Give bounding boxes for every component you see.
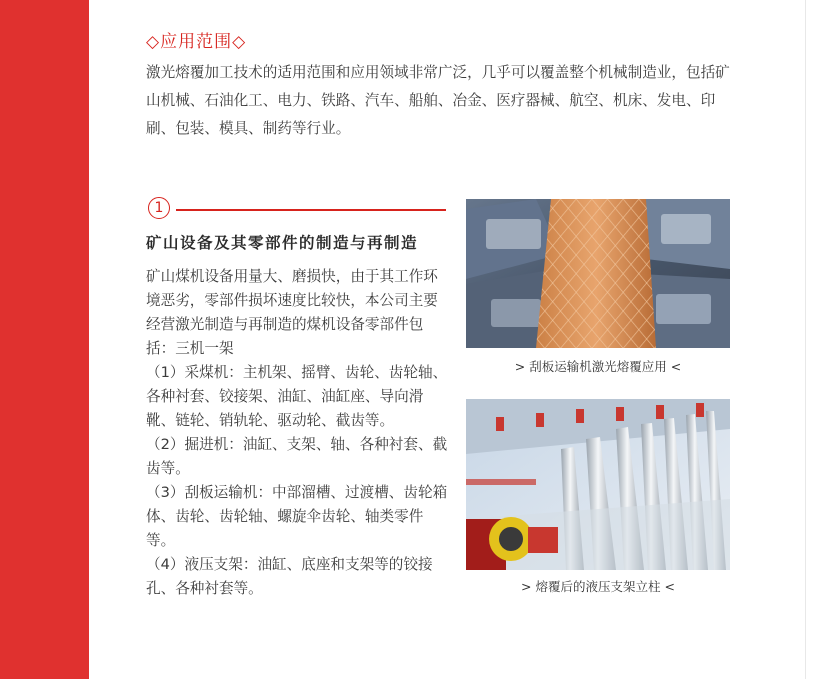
item-body (146, 265, 452, 601)
section-title: ◇应用范围◇ (146, 32, 247, 52)
page-edge (805, 0, 806, 679)
item-number-badge: 1 (148, 197, 170, 219)
hydraulic-support-photo (466, 399, 730, 570)
list-item: （4）液压支架：油缸、底座和支架等的铰接孔、各种衬套等。 (146, 556, 433, 597)
scraper-conveyor-photo (466, 199, 730, 348)
section-intro: 激光熔覆加工技术的适用范围和应用领域非常广泛，几乎可以覆盖整个机械制造业，包括矿山机械、石油化工、电力、铁路、汽车、船舶、冶金、医疗器械、航空、机床、发电、印刷、包装、模具、制药等行业。 (146, 64, 730, 137)
item-intro-paragraph: 矿山煤机设备用量大、磨损快，由于其工作环境恶劣，零部件损坏速度比较快，本公司主要经营激光制造与再制造的煤机设备零部件包括：三机一架 (146, 268, 438, 357)
photo-caption: > 熔覆后的液压支架立柱 < (521, 579, 675, 594)
left-red-bar (0, 0, 89, 679)
item-heading: 矿山设备及其零部件的制造与再制造 (146, 234, 419, 252)
photo-caption: > 刮板运输机激光熔覆应用 < (514, 359, 682, 374)
list-item: （3）刮板运输机：中部溜槽、过渡槽、齿轮箱体、齿轮、齿轮轴、螺旋伞齿轮、轴类零件等。 (146, 484, 448, 549)
list-item: （1）采煤机：主机架、摇臂、齿轮、齿轮轴、各种衬套、铰接架、油缸、油缸座、导向滑靴、链轮、销轨轮、驱动轮、截齿等。 (146, 364, 448, 429)
item-number-rule (176, 209, 446, 211)
list-item: （2）掘进机：油缸、支架、轴、各种衬套、截齿等。 (146, 436, 448, 477)
